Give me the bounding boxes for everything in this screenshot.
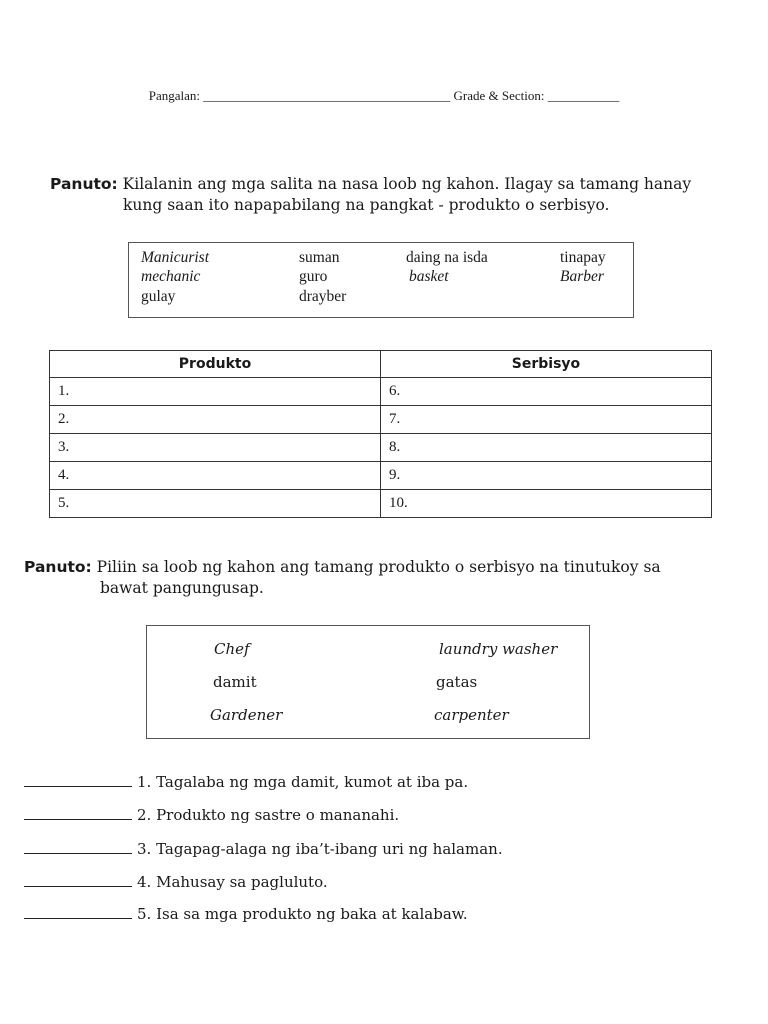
question-text: 2. Produkto ng sastre o mananahi.	[137, 806, 400, 824]
question-text: 5. Isa sa mga produkto ng baka at kalabaw.	[137, 905, 468, 923]
column-header-produkto: Produkto	[50, 351, 381, 378]
table-row	[50, 406, 712, 434]
question-item	[24, 905, 468, 923]
answer-blank[interactable]	[24, 774, 132, 787]
word-item: tinapay	[560, 249, 606, 266]
instruction-2	[24, 557, 661, 599]
question-item	[24, 873, 328, 891]
answer-cell[interactable]: 5.	[50, 490, 381, 518]
question-item	[24, 806, 399, 824]
name-field-label: Pangalan: ______________________________________	[148, 88, 451, 103]
answer-cell[interactable]: 6.	[381, 378, 712, 406]
answer-cell[interactable]: 10.	[381, 490, 712, 518]
answer-blank[interactable]	[24, 841, 132, 854]
instruction-1	[50, 174, 691, 216]
word-item: Barber	[560, 268, 604, 285]
word-item: basket	[409, 268, 449, 285]
answer-cell[interactable]: 9.	[381, 462, 712, 490]
answer-cell[interactable]: 1.	[50, 378, 381, 406]
question-item	[24, 840, 503, 858]
grade-section-label: Grade & Section: ___________	[453, 88, 620, 103]
answer-cell[interactable]: 4.	[50, 462, 381, 490]
answer-cell[interactable]: 8.	[381, 434, 712, 462]
word-item: damit	[213, 673, 257, 691]
instruction-2-line2: bawat pangungusap.	[100, 579, 264, 597]
question-text: 3. Tagapag-alaga ng iba’t-ibang uri ng halaman.	[137, 840, 503, 858]
worksheet-header	[0, 88, 768, 104]
word-item: gatas	[436, 673, 478, 691]
word-item: mechanic	[141, 268, 201, 285]
table-row	[50, 434, 712, 462]
word-item: daing na isda	[406, 249, 488, 266]
word-item: Manicurist	[141, 249, 210, 266]
word-item: laundry washer	[439, 640, 558, 658]
question-text: 4. Mahusay sa pagluluto.	[137, 873, 328, 891]
question-item	[24, 773, 468, 791]
instruction-1-label: Panuto:	[50, 175, 118, 193]
answer-cell[interactable]: 7.	[381, 406, 712, 434]
answer-blank[interactable]	[24, 874, 132, 887]
table-row	[50, 490, 712, 518]
word-item: Gardener	[210, 706, 283, 724]
answer-cell[interactable]: 2.	[50, 406, 381, 434]
word-item: Chef	[214, 640, 250, 658]
answer-blank[interactable]	[24, 906, 132, 919]
instruction-2-line1: Piliin sa loob ng kahon ang tamang produkto o serbisyo na tinutukoy sa	[91, 558, 661, 576]
word-box-1	[128, 242, 634, 318]
answer-cell[interactable]: 3.	[50, 434, 381, 462]
instruction-1-line2: kung saan ito napapabilang na pangkat - produkto o serbisyo.	[123, 196, 610, 214]
word-item: gulay	[141, 288, 176, 305]
table-row	[50, 378, 712, 406]
instruction-2-label: Panuto:	[24, 558, 92, 576]
word-item: suman	[299, 249, 340, 266]
column-header-serbisyo: Serbisyo	[381, 351, 712, 378]
word-box-2	[146, 625, 590, 739]
answer-blank[interactable]	[24, 807, 132, 820]
instruction-1-line1: Kilalanin ang mga salita na nasa loob ng kahon. Ilagay sa tamang hanay	[117, 175, 692, 193]
word-item: drayber	[299, 288, 347, 305]
question-text: 1. Tagalaba ng mga damit, kumot at iba pa.	[137, 773, 469, 791]
table-row	[50, 462, 712, 490]
word-item: guro	[299, 268, 328, 285]
table-header-row	[50, 351, 712, 378]
word-item: carpenter	[434, 706, 509, 724]
answer-table	[49, 350, 712, 518]
